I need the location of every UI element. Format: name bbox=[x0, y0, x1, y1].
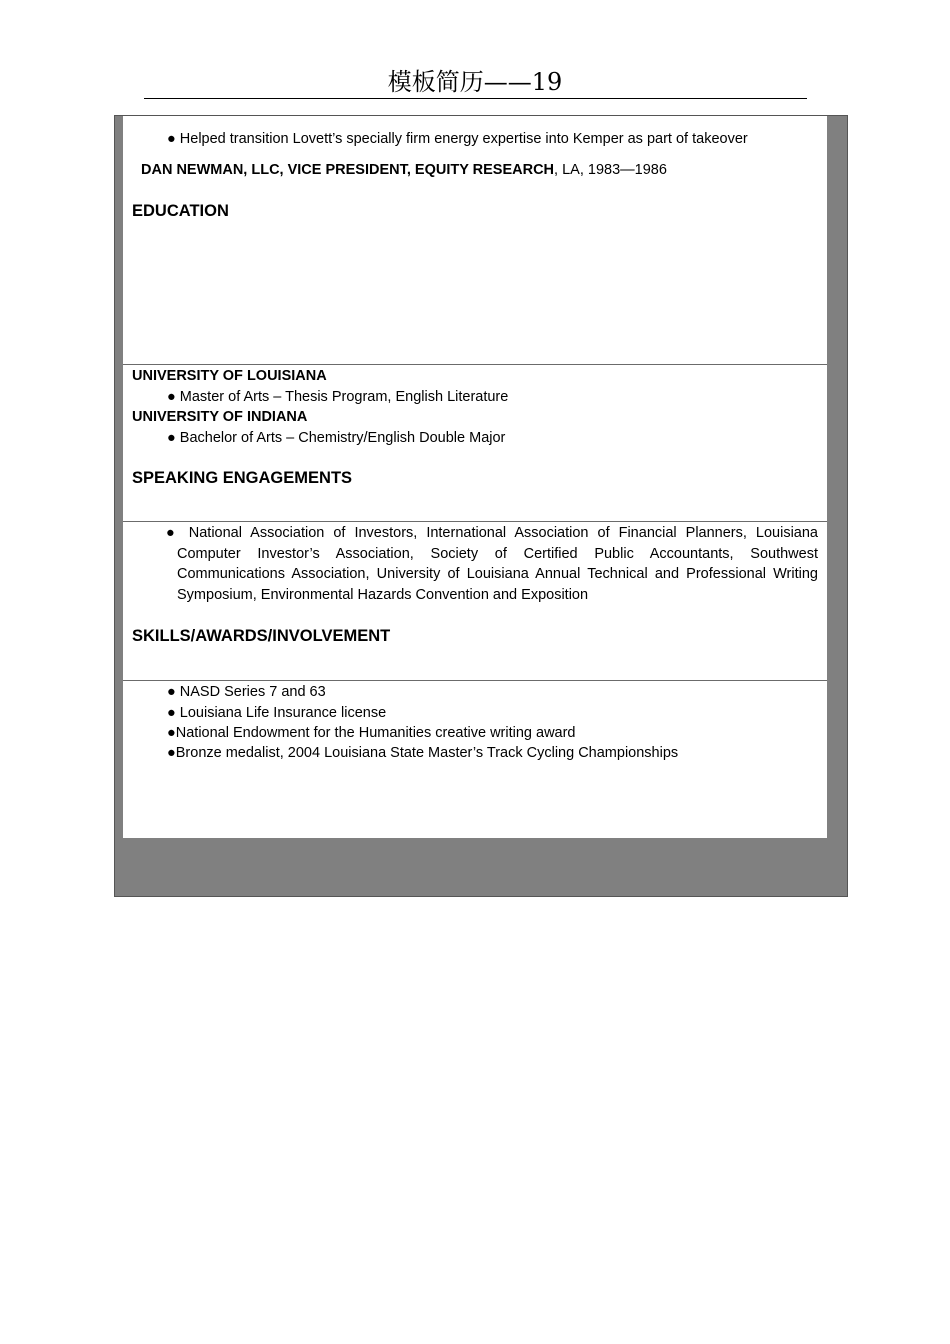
document-title: 模板简历——19 bbox=[387, 68, 563, 96]
skills-item: ●Bronze medalist, 2004 Louisiana State Master’s Track Cycling Championships bbox=[167, 745, 679, 761]
speaking-heading: SPEAKING ENGAGEMENTS bbox=[132, 469, 353, 487]
education-degree: ● Bachelor of Arts – Chemistry/English Double Major bbox=[167, 430, 506, 446]
resume-content-panel bbox=[123, 116, 827, 838]
experience-bullet: ● Helped transition Lovett’s specially firm energy expertise into Kemper as part of takeover bbox=[167, 131, 748, 147]
speaking-engagements-text: ● National Association of Investors, International Association of Financial Planners, Louisiana Computer Investor’s Association, Society of Certified Public Accountants, Southwest Communications Association, University of Louisiana Annual Technical and Professional Writing Symposium, Environmental Hazards Convention and Exposition bbox=[166, 525, 818, 603]
speaking-divider bbox=[123, 521, 827, 522]
employer-location-dates: , LA, 1983—1986 bbox=[554, 162, 667, 178]
title-underline bbox=[144, 98, 807, 99]
skills-heading: SKILLS/AWARDS/INVOLVEMENT bbox=[132, 627, 391, 645]
skills-item: ● NASD Series 7 and 63 bbox=[167, 684, 326, 700]
education-school: UNIVERSITY OF LOUISIANA bbox=[132, 368, 327, 384]
skills-item: ●National Endowment for the Humanities creative writing award bbox=[167, 725, 576, 741]
education-degree: ● Master of Arts – Thesis Program, English Literature bbox=[167, 389, 509, 405]
education-school: UNIVERSITY OF INDIANA bbox=[132, 409, 308, 425]
employer-name: DAN NEWMAN, LLC, VICE PRESIDENT, EQUITY RESEARCH bbox=[141, 162, 555, 178]
employer-line bbox=[141, 160, 667, 180]
education-heading: EDUCATION bbox=[132, 202, 229, 220]
skills-divider bbox=[123, 680, 827, 681]
education-divider bbox=[123, 364, 827, 365]
skills-item: ● Louisiana Life Insurance license bbox=[167, 705, 387, 721]
